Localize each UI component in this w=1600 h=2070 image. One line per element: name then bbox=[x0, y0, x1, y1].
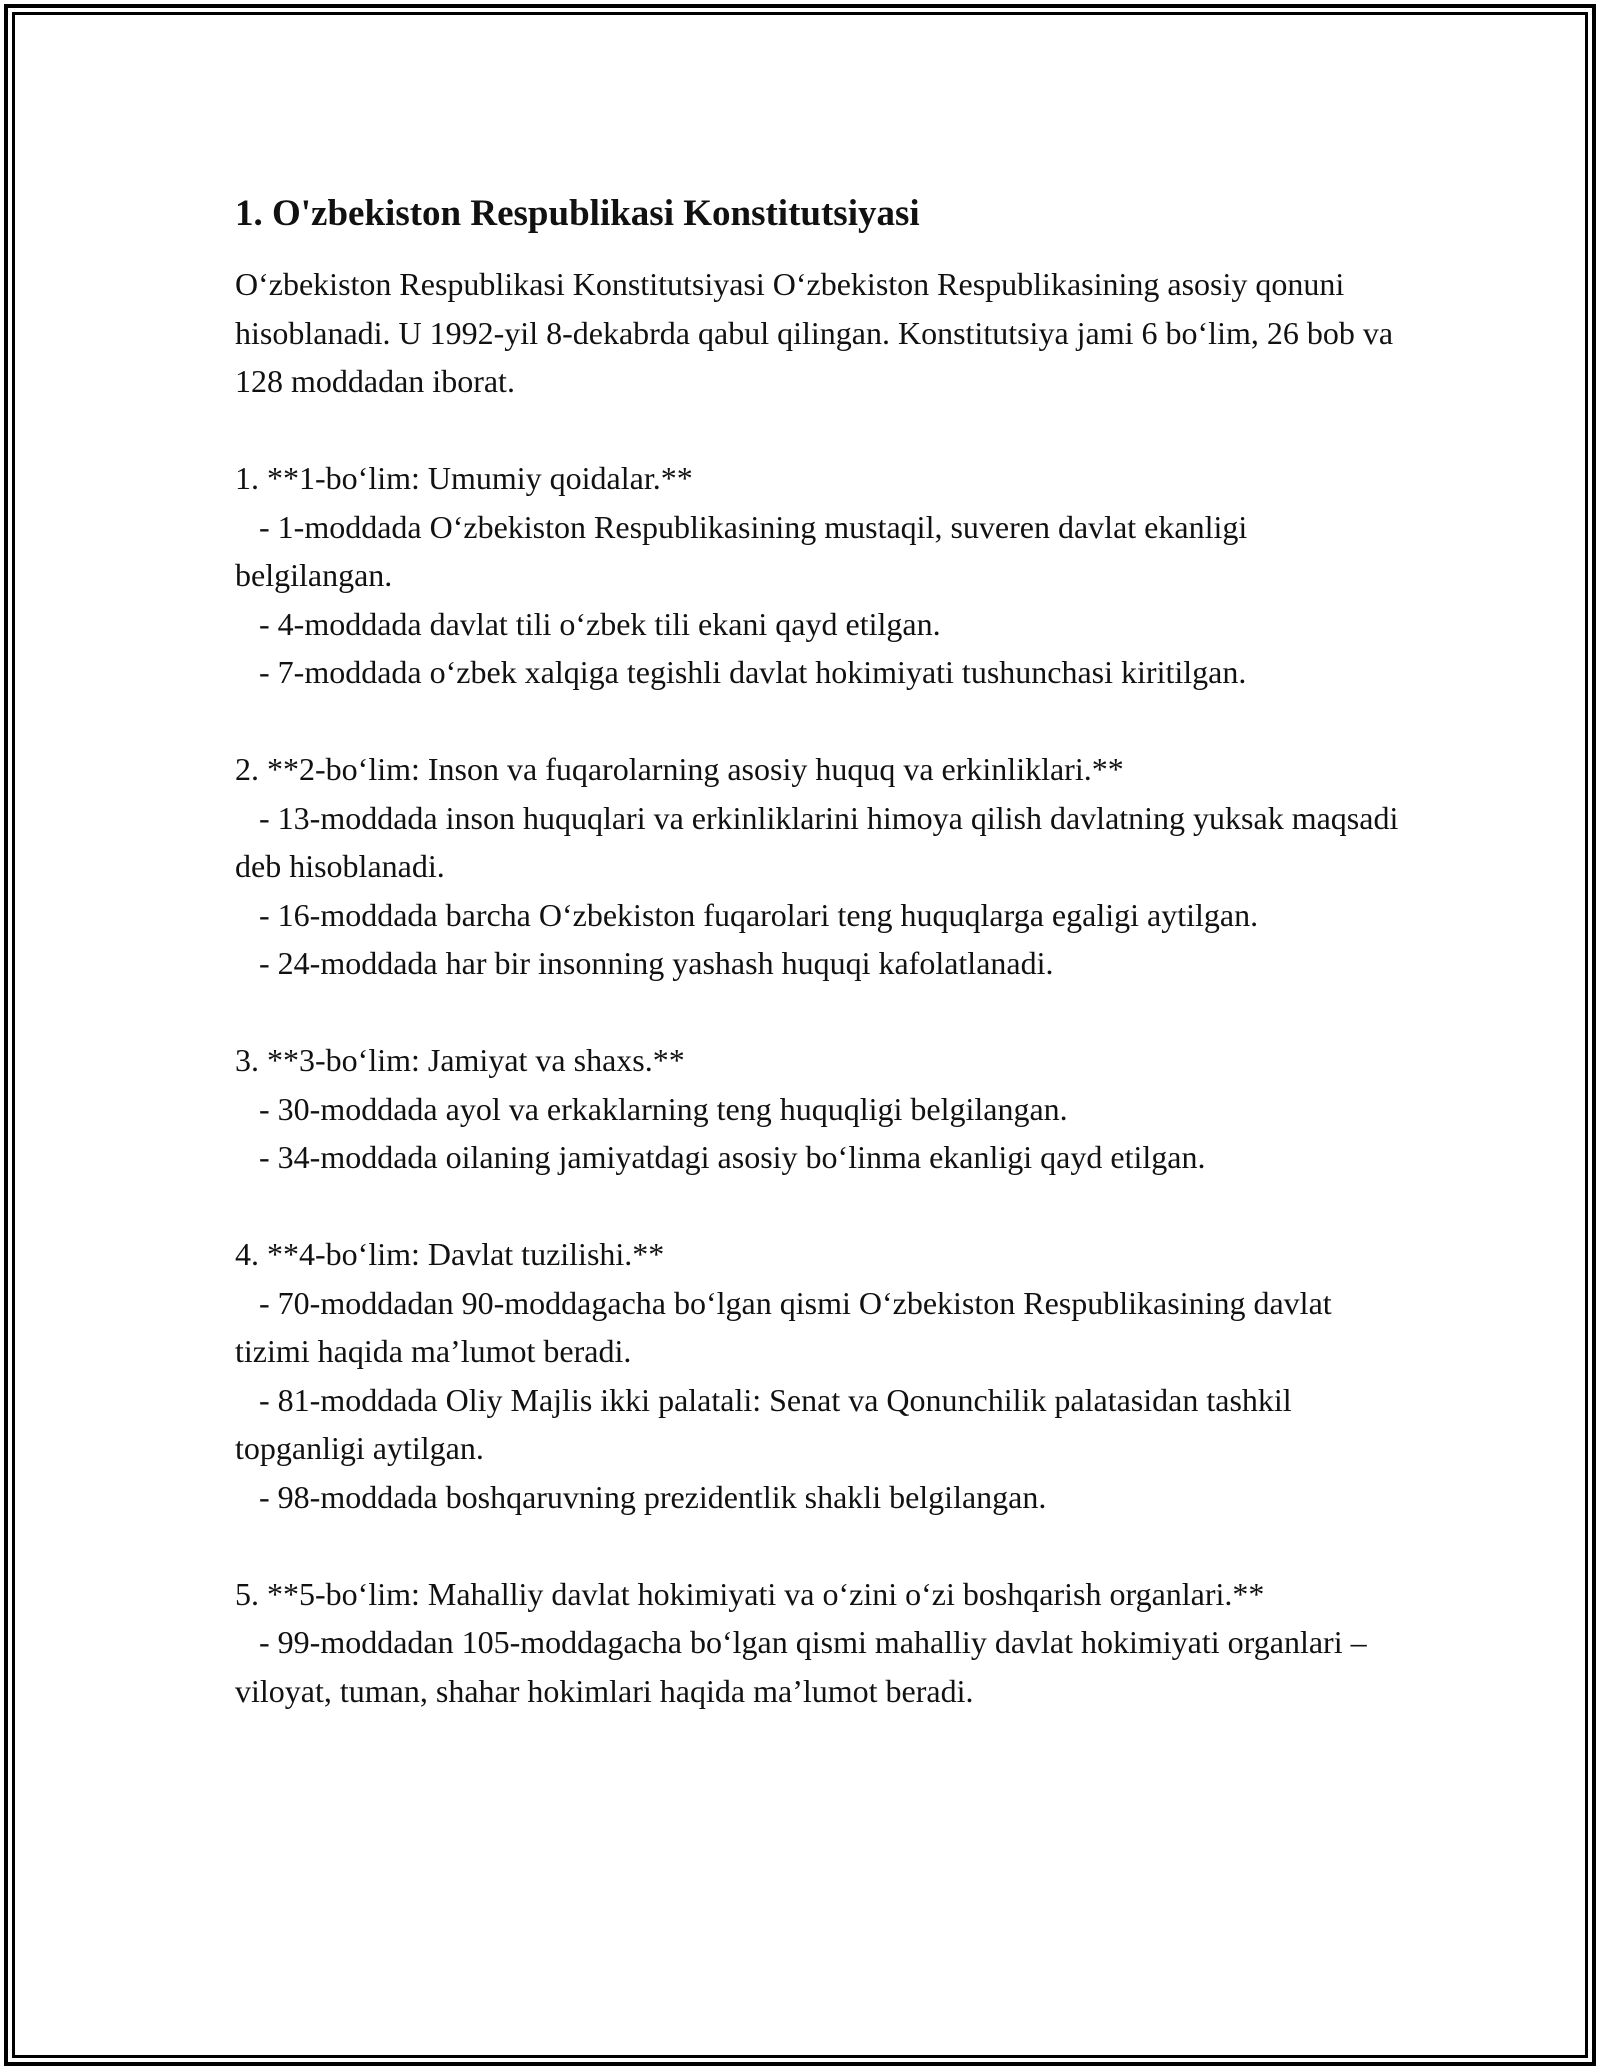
section-item: - 7-moddada o‘zbek xalqiga tegishli davlat hokimiyati tushunchasi kiritilgan. bbox=[235, 654, 1247, 690]
section-heading: 4. **4-bo‘lim: Davlat tuzilishi.** bbox=[235, 1236, 665, 1272]
section-2 bbox=[235, 745, 1405, 988]
section-item: - 81-moddada Oliy Majlis ikki palatali: Senat va Qonunchilik palatasidan tashkil topganligi aytilgan. bbox=[235, 1381, 1300, 1466]
section-item: - 98-moddada boshqaruvning prezidentlik shakli belgilangan. bbox=[235, 1478, 1047, 1515]
section-1 bbox=[235, 454, 1405, 697]
section-item: - 70-moddadan 90-moddagacha bo‘lgan qismi O‘zbekiston Respublikasining davlat tizimi haqida ma’lumot beradi. bbox=[235, 1284, 1340, 1369]
section-heading: 3. **3-bo‘lim: Jamiyat va shaxs.** bbox=[235, 1042, 685, 1078]
section-heading: 5. **5-bo‘lim: Mahalliy davlat hokimiyati va o‘zini o‘zi boshqarish organlari.** bbox=[235, 1575, 1265, 1612]
section-item: - 16-moddada barcha O‘zbekiston fuqarolari teng huquqlarga egaligi aytilgan. bbox=[235, 896, 1259, 933]
section-4 bbox=[235, 1230, 1405, 1521]
document-body bbox=[235, 190, 1405, 1715]
section-item: - 30-moddada ayol va erkaklarning teng huquqligi belgilangan. bbox=[235, 1090, 1068, 1127]
section-3 bbox=[235, 1036, 1405, 1182]
section-item: - 34-moddada oilaning jamiyatdagi asosiy bo‘linma ekanligi qayd etilgan. bbox=[235, 1139, 1206, 1175]
section-heading: 1. **1-bo‘lim: Umumiy qoidalar.** bbox=[235, 460, 693, 496]
section-5 bbox=[235, 1570, 1405, 1716]
section-item: - 1-moddada O‘zbekiston Respublikasining mustaqil, suveren davlat ekanligi belgilangan. bbox=[235, 508, 1256, 593]
section-item: - 4-moddada davlat tili o‘zbek tili ekani qayd etilgan. bbox=[235, 605, 941, 642]
document-title: 1. O'zbekiston Respublikasi Konstitutsiyasi bbox=[235, 193, 920, 234]
section-item: - 99-moddadan 105-moddagacha bo‘lgan qismi mahalliy davlat hokimiyati organlari – viloyat, tuman, shahar hokimlari haqida ma’lumot beradi. bbox=[235, 1624, 1375, 1709]
intro-paragraph: O‘zbekiston Respublikasi Konstitutsiyasi O‘zbekiston Respublikasining asosiy qonuni hisoblanadi. U 1992-yil 8-dekabrda qabul qilingan. Konstitutsiya jami 6 bo‘lim, 26 bob va 128 moddadan iborat. bbox=[235, 266, 1394, 399]
section-heading: 2. **2-bo‘lim: Inson va fuqarolarning asosiy huquq va erkinliklari.** bbox=[235, 751, 1124, 787]
section-item: - 24-moddada har bir insonning yashash huquqi kafolatlanadi. bbox=[235, 945, 1054, 981]
section-item: - 13-moddada inson huquqlari va erkinliklarini himoya qilish davlatning yuksak maqsadi deb hisoblanadi. bbox=[235, 799, 1407, 884]
